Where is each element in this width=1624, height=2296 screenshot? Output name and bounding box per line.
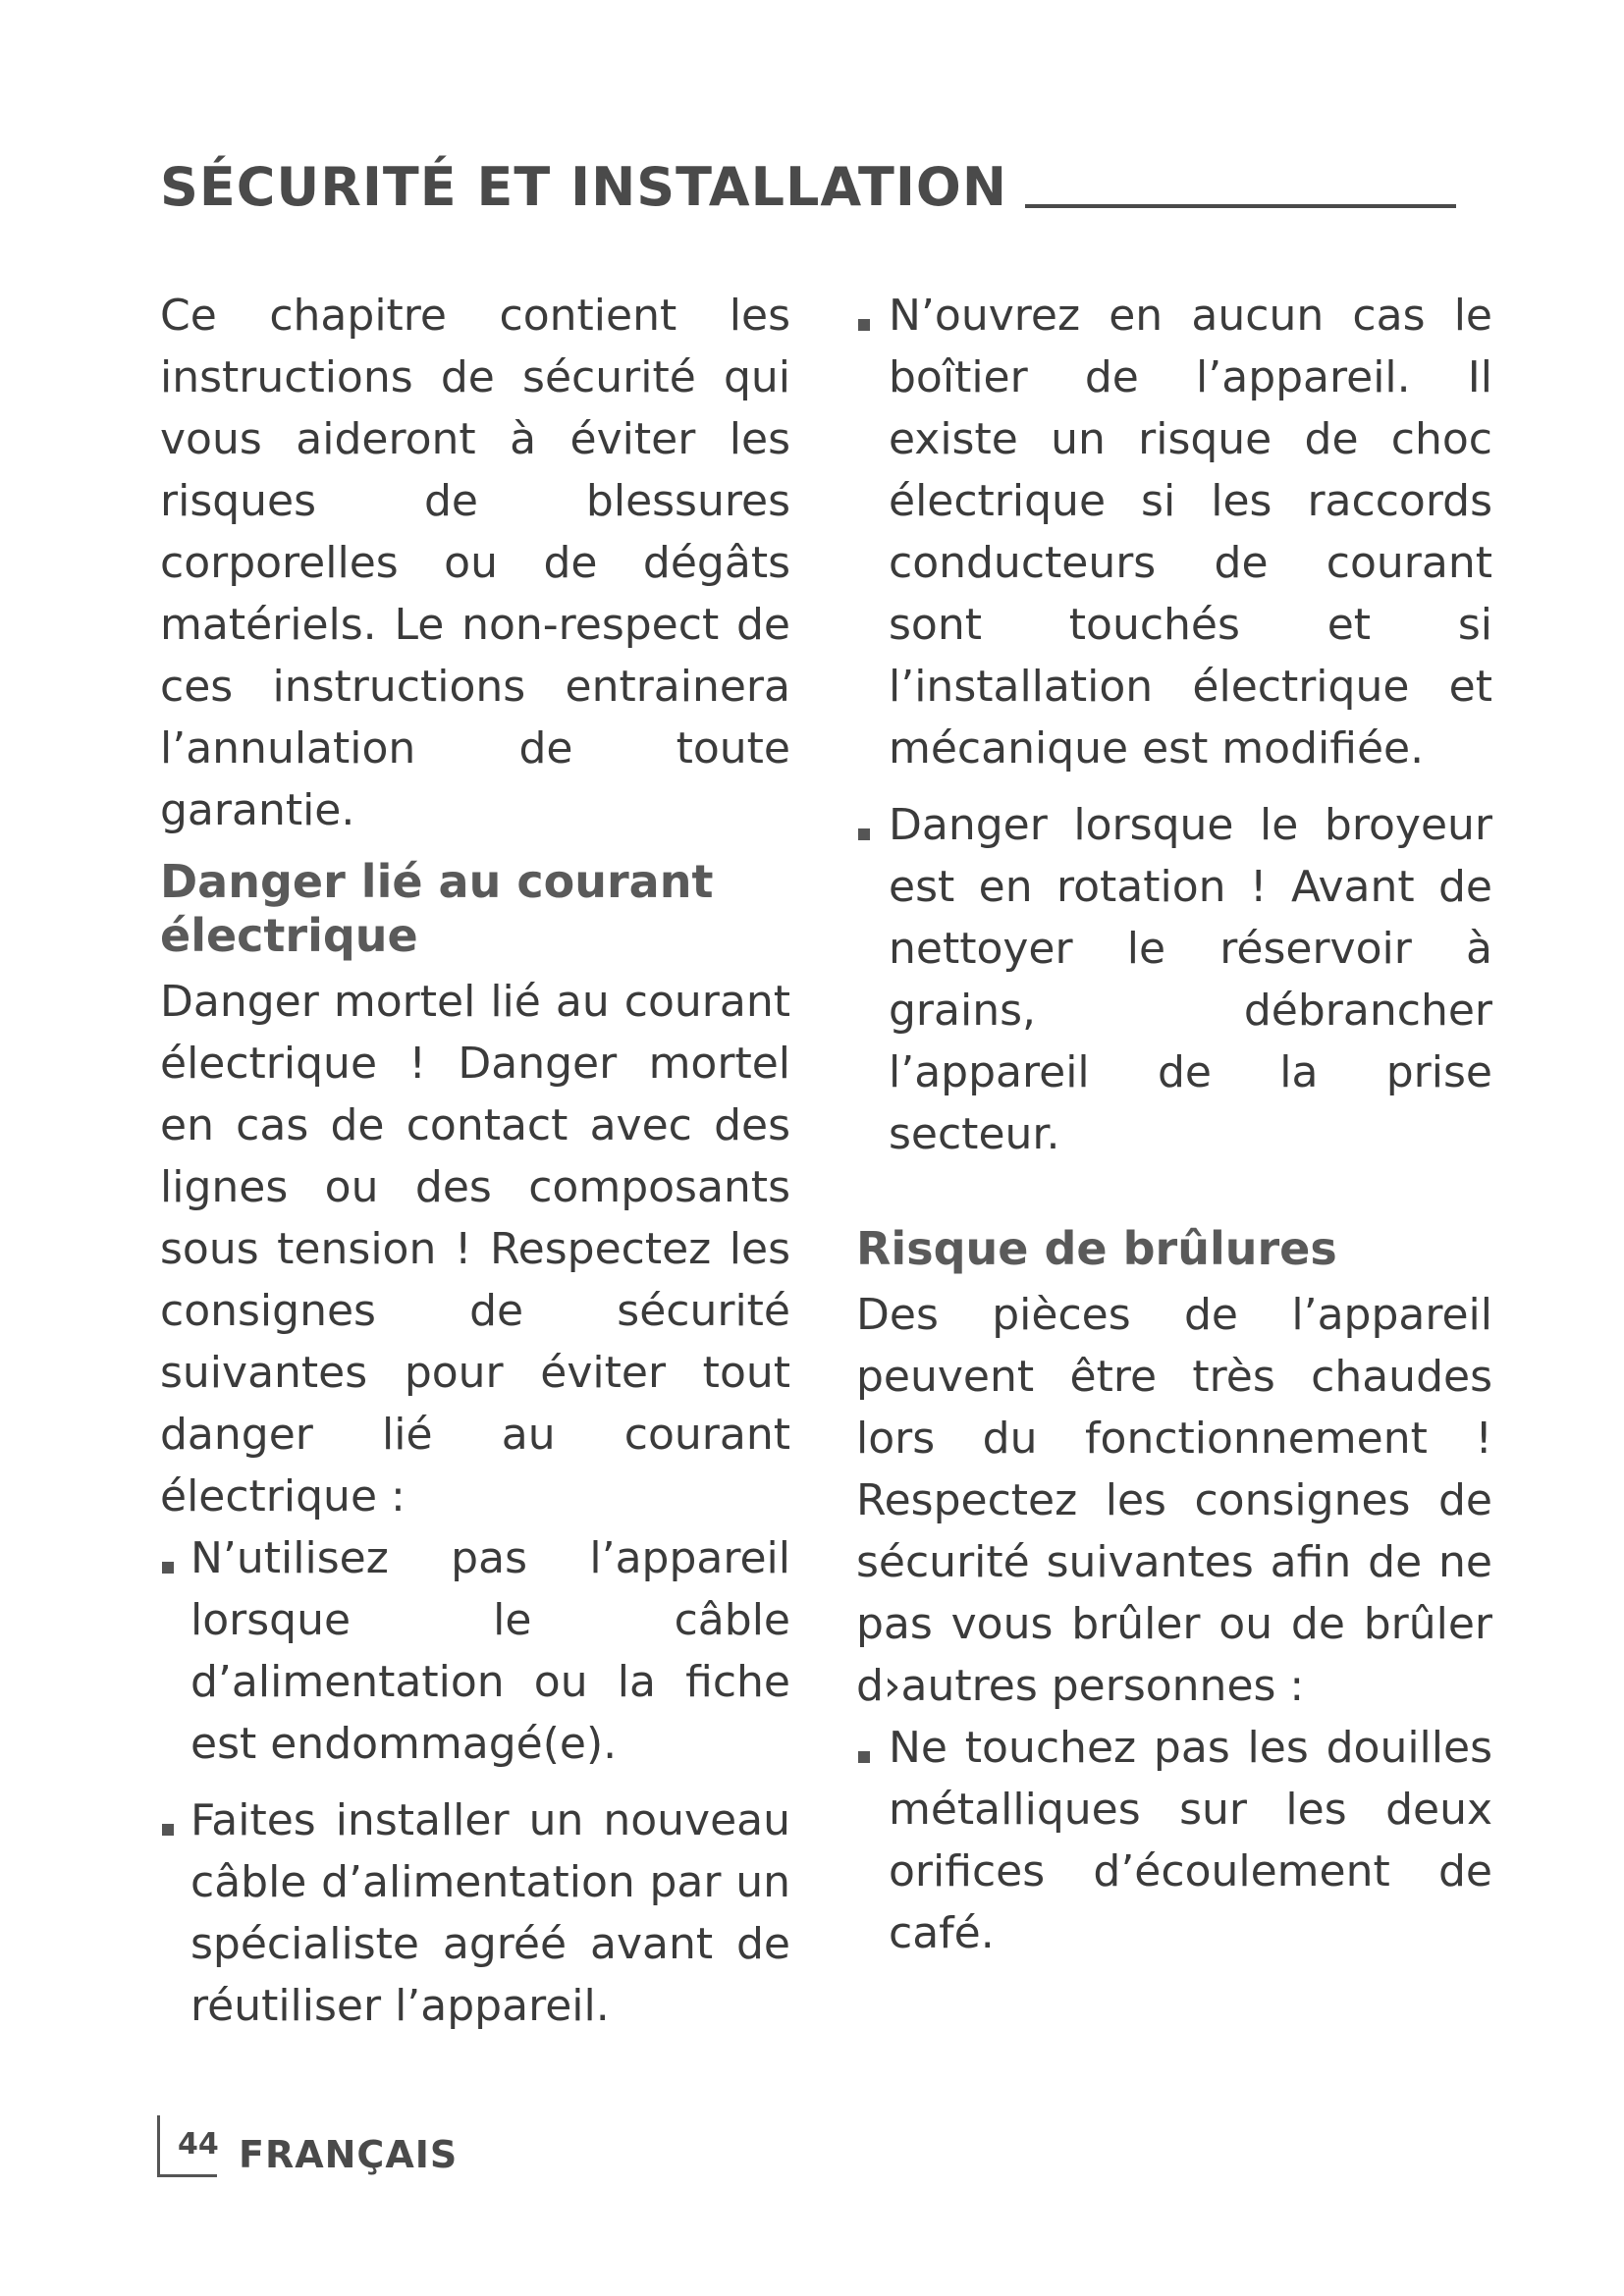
page-footer [157,2115,458,2180]
square-bullet-icon [858,319,870,331]
page-title: SÉCURITÉ ET INSTALLATION [160,156,1008,218]
square-bullet-icon [162,1824,174,1836]
footer-language: FRANÇAIS [239,2133,459,2176]
intro-paragraph: Ce chapitre contient les instructions de sécurité qui vous aideront à éviter les risques de blessures corporelles ou de dégâts matériels. Le non-respect de ces instructions entrainera l’annulation de toute garantie. [160,291,790,835]
square-bullet-icon [858,1751,870,1763]
list-item [856,285,1492,779]
list-item-text: N’utilisez pas l’appareil lorsque le câble d’alimentation ou la fiche est endommagé(e). [190,1533,790,1769]
list-item [856,794,1492,1165]
list-item [856,1717,1492,1964]
list-item-text: Ne touchez pas les douilles métalliques sur les deux orifices d’écoulement de café. [889,1723,1492,1958]
right-column [856,285,1492,1979]
page-number: 44 [178,2127,219,2162]
electric-warning-paragraph: Danger mortel lié au courant électrique ! Danger mortel en cas de contact avec des lignes ou des composants sous tension ! Respectez les consignes de sécurité suivantes pour éviter tout danger lié au courant électrique : [160,977,790,1522]
list-item [160,1789,790,2037]
square-bullet-icon [858,828,870,840]
list-item-text: Faites installer un nouveau câble d’alimentation par un spécialiste agréé avant de réutiliser l’appareil. [190,1795,790,2031]
list-item-text: N’ouvrez en aucun cas le boîtier de l’appareil. Il existe un risque de choc électrique si les raccords conducteurs de courant sont touchés et si l’installation électrique et mécanique est modifiée. [889,291,1492,774]
page-header [160,145,1456,218]
page-number-bracket [157,2115,217,2177]
left-column [160,285,790,2052]
list-item [160,1527,790,1775]
burns-warning-paragraph: Des pièces de l’appareil peuvent être très chaudes lors du fonctionnement ! Respectez les consignes de sécurité suivantes afin de ne pas vous brûler ou de brûler d›autres personnes : [856,1290,1492,1711]
header-rule [1025,204,1456,208]
section-heading-burns: Risque de brûlures [856,1222,1337,1275]
section-heading-electric: Danger lié au courant électrique [160,855,714,962]
square-bullet-icon [162,1562,174,1574]
list-item-text: Danger lorsque le broyeur est en rotation ! Avant de nettoyer le réservoir à grains, débrancher l’appareil de la prise secteur. [889,800,1492,1159]
